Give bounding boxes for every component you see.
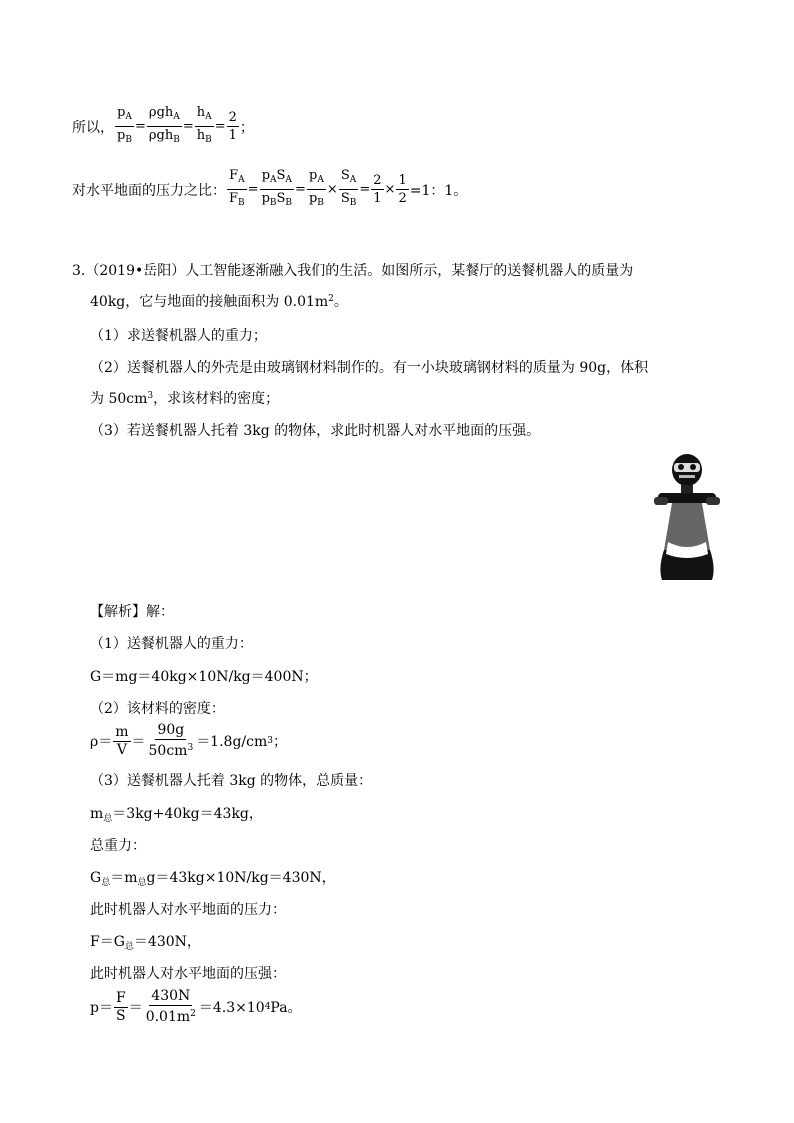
- solution-total-weight-label: 总重力：: [90, 838, 146, 854]
- pressure-ratio-formula: $\frac{p_A}{p_B}$ = $\frac{\rho gh_A}{\rho gh_B}$ = $\frac{h_A}{h_B}$ = $\frac{2}{1}$: [117, 105, 237, 145]
- solution-step2: （2）该材料的密度：: [90, 701, 225, 717]
- solution-step3: （3）送餐机器人托着 3kg 的物体，总质量：: [90, 773, 373, 789]
- total-weight-equation: $G_总=m_总g=43kg\times 10N/kg=430N$，: [90, 870, 336, 888]
- line-prefix: 对水平地面的压力之比：: [72, 182, 226, 199]
- solution-step1: （1）送餐机器人的重力：: [90, 636, 253, 652]
- force-ratio-line: [72, 167, 467, 212]
- question-3-part2b: 为 $50cm^3$，求该材料的密度；: [90, 391, 280, 407]
- ratio-pressure-line: [72, 104, 254, 149]
- density-equation: ρ＝ $\frac{m}{V}$ ＝ $\frac{90g}{50cm^3}$ ＝1.8g/cm 3 ；: [90, 722, 287, 759]
- total-mass-equation: $m_总=3kg+40kg=43kg$，: [90, 806, 263, 824]
- restaurant-robot-image: [652, 450, 722, 585]
- solution-heading: 【解析】解：: [90, 604, 174, 620]
- question-3-line1: 3.（2019•岳阳）人工智能逐渐融入我们的生活。如图所示，某餐厅的送餐机器人的质量为: [72, 263, 634, 279]
- line-end: =1：1。: [409, 182, 468, 199]
- force-equation: $F=G_总=430N$，: [90, 934, 201, 952]
- solution-force-label: 此时机器人对水平地面的压力：: [90, 902, 286, 918]
- pressure-equation: p＝ $\frac{F}{S}$ ＝ $\frac{430N}{0.01m^2}$ ＝4.3×10 4 Pa。: [90, 988, 302, 1025]
- question-3-part1: （1）求送餐机器人的重力；: [90, 328, 267, 344]
- question-3-line2: 40kg，它与地面的接触面积为 $0.01m^2$。: [90, 294, 348, 310]
- force-ratio-formula: $\frac{F_A}{F_B}$ = $\frac{p_AS_A}{p_BS_B}$ = $\frac{p_A}{p_B}$ × $\frac{S_A}{S_B}$ = $\frac{2}{1}$ × $\frac{1}{2}$: [229, 168, 407, 208]
- solution-pressure-label: 此时机器人对水平地面的压强：: [90, 966, 286, 982]
- line-end: ；: [239, 119, 254, 136]
- question-3-part3: （3）若送餐机器人托着 3kg 的物体，求此时机器人对水平地面的压强。: [90, 423, 541, 439]
- question-3-part2a: （2）送餐机器人的外壳是由玻璃钢材料制作的。有一小块玻璃钢材料的质量为 90g，体积: [90, 360, 649, 376]
- line-prefix: 所以，: [72, 119, 114, 136]
- solution-step1-equation: G＝mg＝40kg×10N/kg＝400N；: [90, 669, 318, 685]
